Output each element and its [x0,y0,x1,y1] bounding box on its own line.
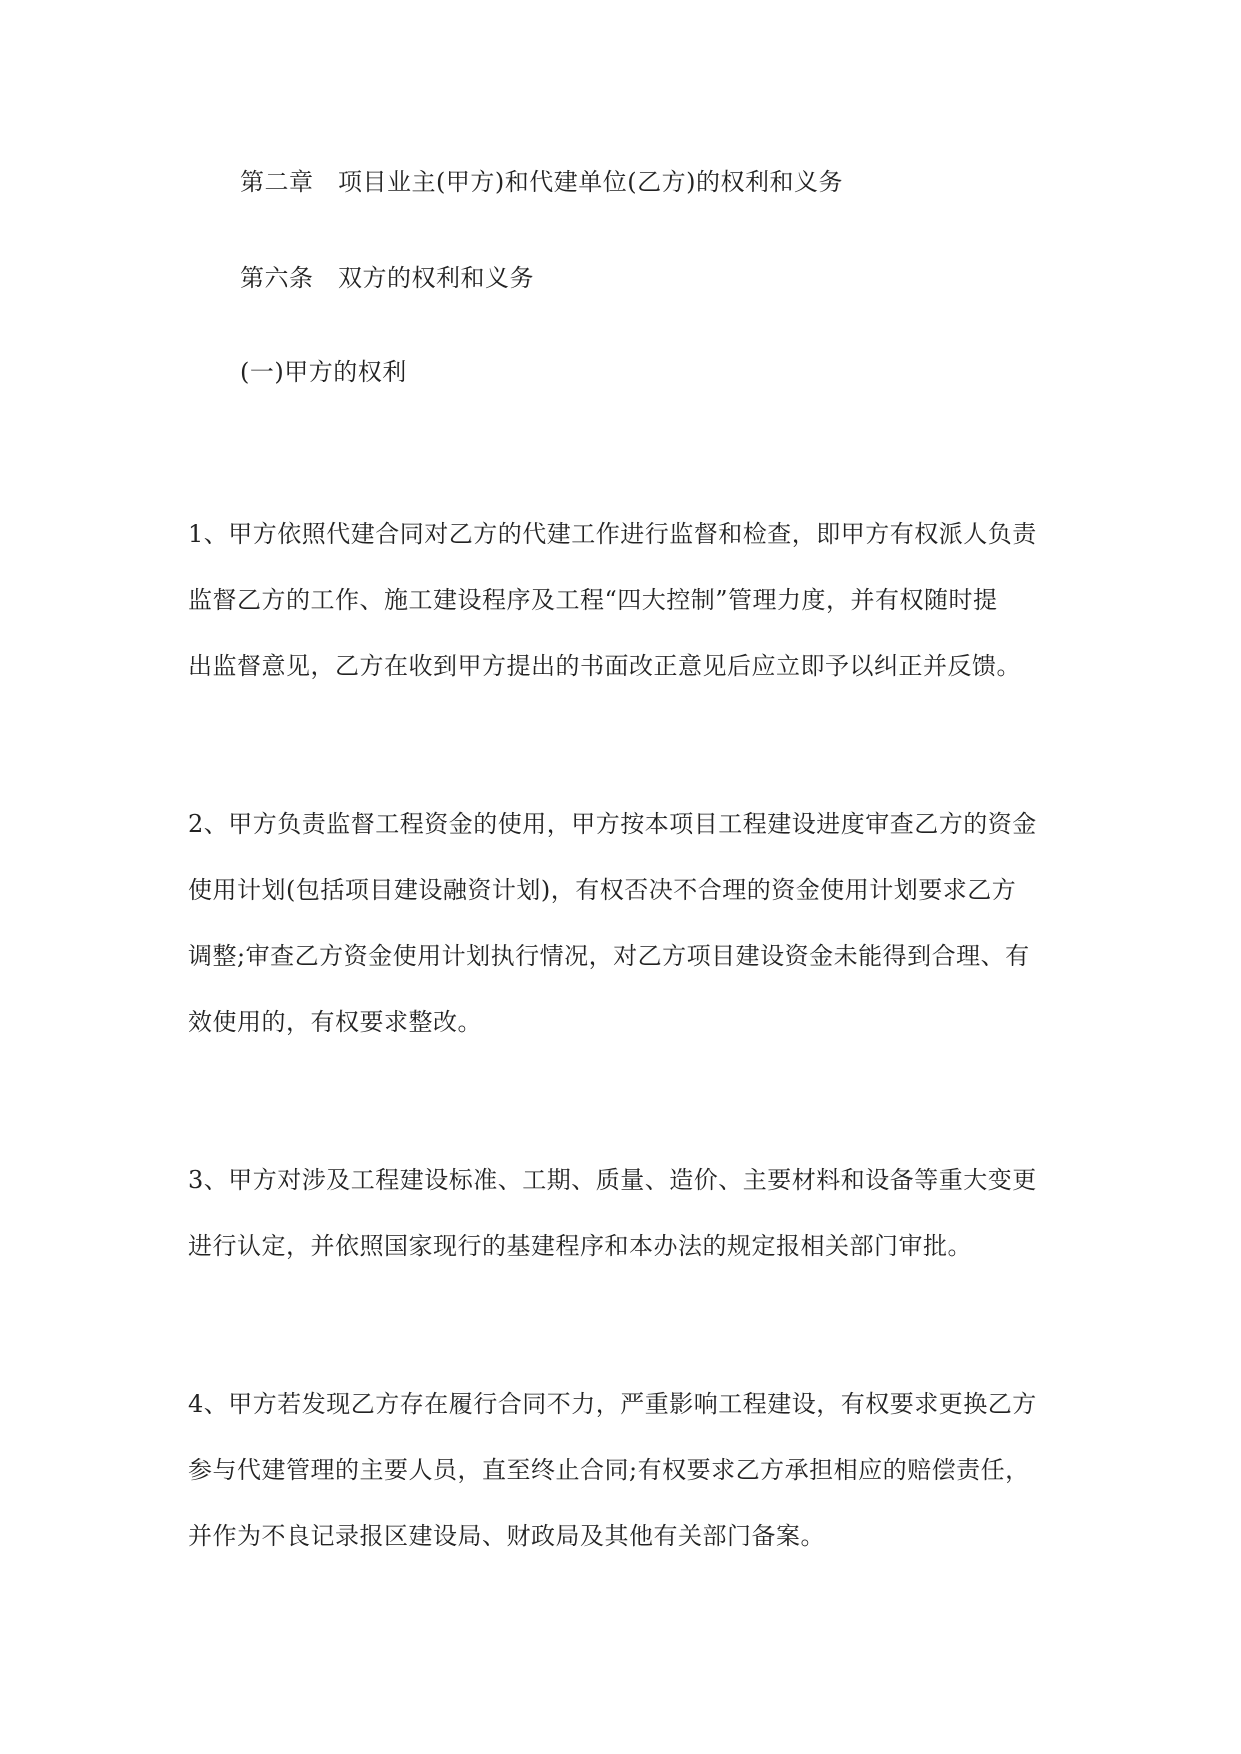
paragraph-line: 使用计划(包括项目建设融资计划)，有权否决不合理的资金使用计划要求乙方 [188,876,1017,904]
article-heading: 第六条 双方的权利和义务 [240,264,534,292]
paragraph-line: 2、甲方负责监督工程资金的使用，甲方按本项目工程建设进度审查乙方的资金 [188,810,1037,838]
paragraph-line: 4、甲方若发现乙方存在履行合同不力，严重影响工程建设，有权要求更换乙方 [188,1390,1037,1418]
paragraph-line: 并作为不良记录报区建设局、财政局及其他有关部门备案。 [188,1522,825,1550]
paragraph-line: 效使用的，有权要求整改。 [188,1008,482,1036]
paragraph-line: 出监督意见，乙方在收到甲方提出的书面改正意见后应立即予以纠正并反馈。 [188,652,1021,680]
section-heading: (一)甲方的权利 [240,358,407,386]
paragraph-line: 监督乙方的工作、施工建设程序及工程“四大控制”管理力度，并有权随时提 [188,586,998,614]
paragraph-line: 1、甲方依照代建合同对乙方的代建工作进行监督和检查，即甲方有权派人负责 [188,520,1037,548]
chapter-heading: 第二章 项目业主(甲方)和代建单位(乙方)的权利和义务 [240,168,843,196]
paragraph-line: 调整;审查乙方资金使用计划执行情况，对乙方项目建设资金未能得到合理、有 [188,942,1030,970]
paragraph-line: 进行认定，并依照国家现行的基建程序和本办法的规定报相关部门审批。 [188,1232,972,1260]
paragraph-line: 3、甲方对涉及工程建设标准、工期、质量、造价、主要材料和设备等重大变更 [188,1166,1037,1194]
paragraph-line: 参与代建管理的主要人员，直至终止合同;有权要求乙方承担相应的赔偿责任， [188,1456,1030,1484]
